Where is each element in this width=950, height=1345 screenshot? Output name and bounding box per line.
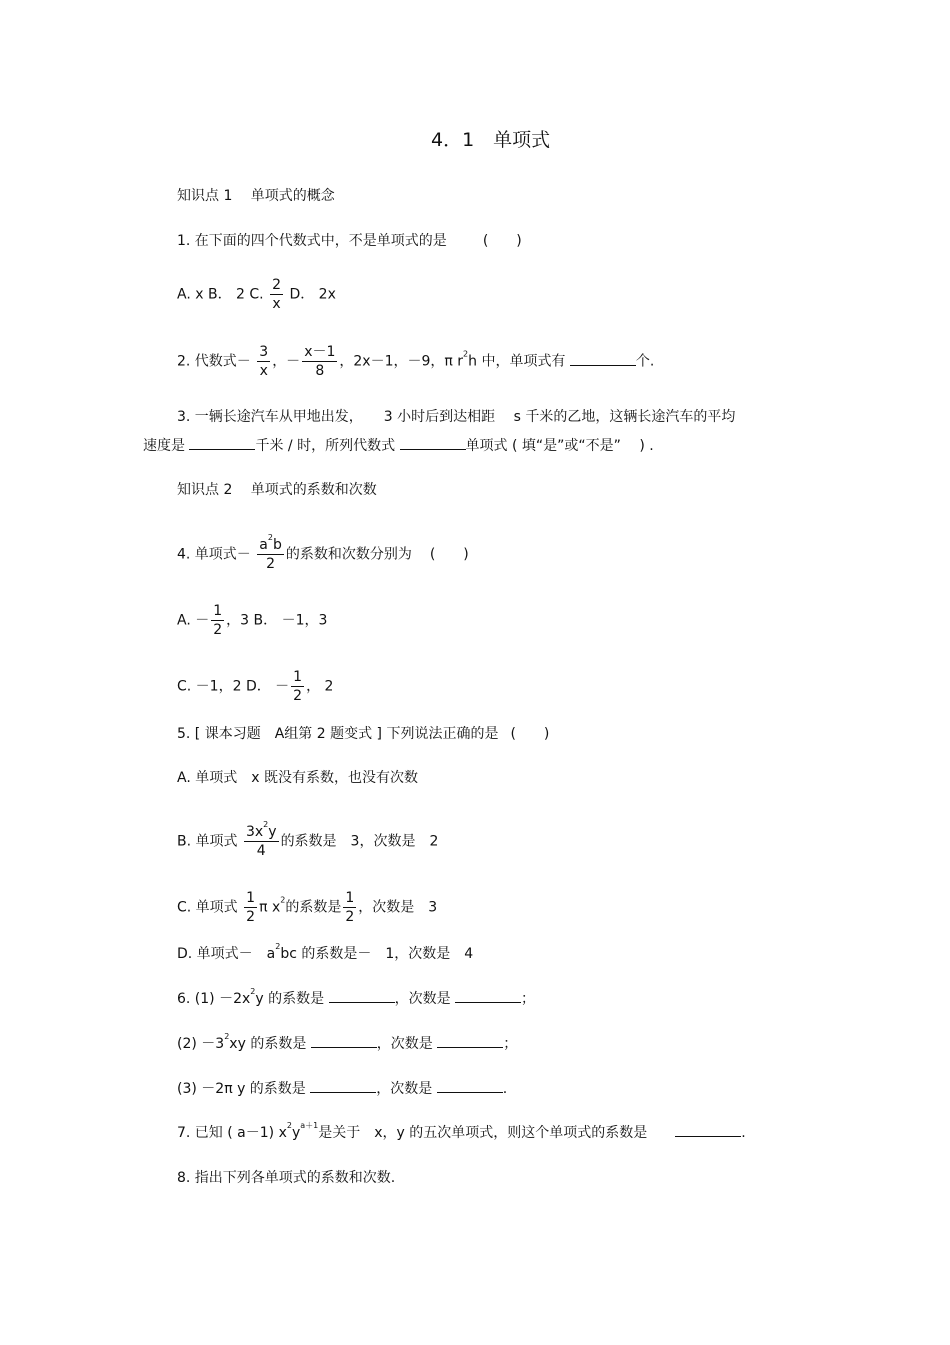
variable-y: y (291, 1125, 301, 1141)
option-d-tail: bc 的系数是－ 1，次数是 4 (280, 946, 474, 962)
denominator: x (272, 296, 281, 312)
answer-blank-coefficient[interactable] (329, 989, 395, 1003)
answer-paren: ( ) (510, 726, 550, 742)
q6-1-end: ； (521, 991, 536, 1007)
numerator: 2 (272, 277, 281, 293)
denominator: 2 (213, 622, 223, 638)
answer-blank-degree[interactable] (455, 989, 521, 1003)
question-3-part-b: 千米 / 时，所列代数式 (255, 438, 396, 454)
denominator: x (259, 363, 268, 379)
question-2-mid: ，2x－1，－9，π r (339, 353, 464, 370)
denominator: 2 (293, 688, 303, 704)
answer-blank-coefficient[interactable] (675, 1123, 741, 1137)
question-3-part-a: 速度是 (143, 438, 185, 454)
q6-3-end: . (502, 1081, 508, 1097)
question-3-part-c: 单项式 ( 填“是”或“不是” ) . (465, 438, 654, 454)
option-d: D． 2x (289, 286, 336, 303)
denominator: 4 (256, 843, 266, 859)
exponent: 2 (267, 533, 273, 542)
fraction-x-minus-1-over-8 (302, 343, 337, 380)
answer-blank-speed[interactable] (189, 436, 255, 450)
option-b-tail: 的系数是 3，次数是 2 (280, 833, 439, 850)
question-1-stem: 1. 在下面的四个代数式中，不是单项式的是 (177, 233, 447, 249)
fraction-1-over-2 (211, 602, 224, 639)
q6-3-degree-label: ，次数是 (376, 1081, 433, 1097)
q7-end: . (741, 1125, 746, 1141)
question-5-option-a: A. 单项式 x 既没有系数，也没有次数 (177, 770, 418, 786)
exponent: 2 (463, 349, 469, 359)
exponent: 2 (280, 895, 286, 905)
q6-2-degree-label: ，次数是 (376, 1036, 433, 1052)
answer-paren: ( ) (429, 546, 469, 563)
answer-blank-coefficient[interactable] (310, 1079, 376, 1093)
q6-3-prefix: (3) －2π y 的系数是 (177, 1081, 306, 1097)
variable-y: y (268, 824, 277, 840)
answer-blank-degree[interactable] (437, 1034, 503, 1048)
question-4-options-cd (177, 668, 333, 705)
numerator: 1 (293, 669, 303, 685)
denominator: 2 (246, 909, 256, 925)
question-5-option-c (177, 889, 437, 926)
q6-2-coef-label: xy 的系数是 (229, 1036, 307, 1052)
fraction-1-over-2 (244, 889, 257, 926)
denominator: 2 (345, 909, 355, 925)
question-5-stem: 5. [ 课本习题 A组第 2 题变式 ] 下列说法正确的是 (177, 726, 499, 742)
coefficient-3x: 3x (245, 824, 264, 840)
answer-blank-coefficient[interactable] (311, 1034, 377, 1048)
option-a-prefix: A. － (177, 612, 210, 629)
option-c-pi-x: π x (259, 899, 281, 916)
question-4-tail: 的系数和次数分别为 (285, 546, 412, 563)
question-7 (177, 1123, 746, 1143)
exponent: 2 (286, 1121, 292, 1130)
question-3-line-1: 3. 一辆长途汽车从甲地出发， 3 小时后到达相距 s 千米的乙地，这辆长途汽车的平均 (177, 409, 736, 425)
answer-blank-is-monomial[interactable] (400, 436, 466, 450)
section-heading-1: 知识点 1 单项式的概念 (177, 188, 335, 204)
q6-2-prefix: (2) －3 (177, 1036, 225, 1052)
answer-paren: ( ) (482, 233, 522, 249)
question-1-options (177, 276, 336, 313)
q6-1-coef-label: y 的系数是 (255, 991, 325, 1007)
question-2-prefix: 2. 代数式－ (177, 353, 251, 370)
numerator (244, 820, 279, 842)
question-5-option-b (177, 820, 439, 860)
option-b-prefix: B. 单项式 (177, 833, 238, 850)
section-heading-2: 知识点 2 单项式的系数和次数 (177, 482, 377, 498)
exponent: 2 (250, 987, 256, 996)
numerator: 1 (246, 890, 256, 906)
question-5-option-d (177, 944, 473, 964)
exponent: 2 (275, 942, 281, 951)
question-6-part-1 (177, 989, 535, 1009)
option-c-d-prefix: C. －1，2 D． － (177, 678, 290, 695)
page-title: 4．1 单项式 (431, 129, 551, 151)
answer-blank-degree[interactable] (437, 1079, 503, 1093)
option-d-prefix: D. 单项式－ a (177, 946, 276, 962)
q6-2-end: ； (503, 1036, 518, 1052)
question-1 (177, 231, 522, 251)
separator: ，－ (272, 353, 301, 370)
q7-prefix: 7. 已知 ( a－1) x (177, 1125, 287, 1141)
question-3-line-2 (143, 436, 654, 456)
question-4-options-ab (177, 602, 327, 639)
question-6-part-2 (177, 1034, 517, 1054)
numerator: 3 (259, 344, 269, 360)
q6-1-degree-label: ，次数是 (394, 991, 451, 1007)
denominator: 2 (266, 556, 276, 572)
option-a-b-tail: ，3 B． －1，3 (226, 612, 328, 629)
fraction-1-over-2 (343, 889, 356, 926)
option-d-tail: ， 2 (306, 678, 334, 695)
question-5 (177, 724, 549, 744)
base-a: a (259, 537, 268, 553)
exponent: 2 (224, 1032, 230, 1041)
question-4-prefix: 4. 单项式－ (177, 546, 251, 563)
question-6-part-3 (177, 1079, 507, 1099)
numerator: x－1 (304, 344, 336, 360)
option-c-prefix: C. 单项式 (177, 899, 238, 916)
answer-blank[interactable] (570, 352, 636, 366)
question-8: 8. 指出下列各单项式的系数和次数. (177, 1170, 396, 1186)
option-a-b: A. x B． 2 C. (177, 286, 264, 303)
fraction-a2b-over-2 (257, 533, 284, 573)
fraction-1-over-2 (291, 668, 304, 705)
numerator: 1 (213, 603, 223, 619)
q7-tail: 是关于 x，y 的五次单项式，则这个单项式的系数是 (318, 1125, 648, 1141)
variable-b: b (272, 537, 282, 553)
option-c-mid: 的系数是 (285, 899, 342, 916)
fraction-3-over-x (257, 343, 270, 380)
exponent: a＋1 (300, 1121, 319, 1130)
option-c-tail: ，次数是 3 (358, 899, 438, 916)
question-2-end: 个. (635, 353, 655, 370)
denominator: 8 (315, 363, 325, 379)
numerator (257, 533, 284, 555)
fraction-3x2y-over-4 (244, 820, 279, 860)
question-2-tail: h 中，单项式有 (468, 353, 566, 370)
q6-1-prefix: 6. (1) －2x (177, 991, 251, 1007)
question-2 (177, 343, 654, 380)
fraction-2-over-x (270, 276, 283, 313)
exponent: 2 (263, 820, 269, 829)
question-4 (177, 533, 469, 573)
numerator: 1 (345, 890, 355, 906)
